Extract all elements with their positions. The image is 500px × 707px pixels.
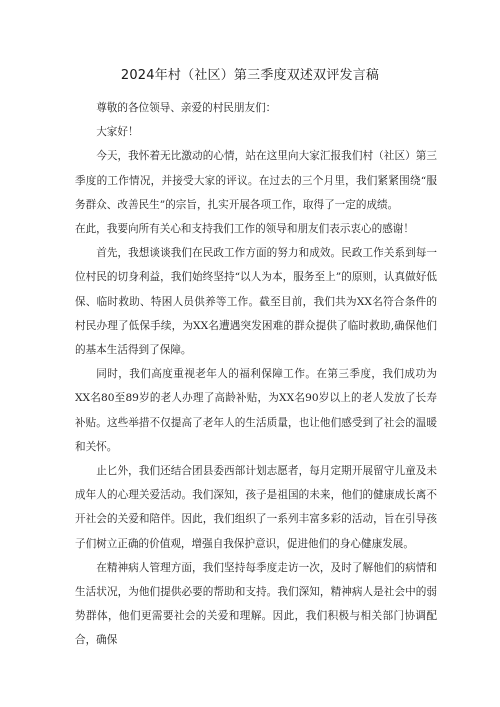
paragraph-mental-health: 在精神病人管理方面，我们坚持每季度走访一次，及时了解他们的病情和生活状况，为他们提供必要的帮助和支持。我们深知，精神病人是社会中的弱势群体，他们更需要社会的关爱和理解。因此，我们积极与相关部门协调配合，确保 — [75, 561, 437, 647]
paragraph-children-care: 止匕外，我们还结合团县委西部计划志愿者，每月定期开展留守儿童及未成年人的心理关爱活动。我们深知，孩子是祖国的未来，他们的健康成长离不开社会的关爱和陪伴。因此，我们组织了一系列丰富多彩的活动，旨在引导孩子们树立正确的价值观，增强自我保护意识，促进他们的身心健康发展。 — [75, 465, 437, 550]
document-body — [75, 96, 437, 653]
document-title: 2024年村（社区）第三季度双述双评发言稿 — [120, 68, 380, 83]
paragraph-elderly-welfare: 同时，我们高度重视老年人的福利保障工作。在第三季度，我们成功为XX名80至89岁的老人办理了高龄补贴，为XX名90岁以上的老人发放了长寿补贴。这些举措不仅提高了老年人的生活质量，也让他们感受到了社会的温暖和关怀。 — [75, 368, 437, 453]
paragraph-thanks: 在此，我要向所有关心和支持我们工作的领导和朋友们表示衷心的感谢！ — [75, 223, 414, 236]
paragraph-civil-affairs: 首先，我想谈谈我们在民政工作方面的努力和成效。民政工作关系到每一位村民的切身利益，我们始终坚持“以人为本，服务至上”的原则，认真做好低保、临时救助、特困人员供养等工作。截至目前，我们共为XX名符合条件的村民办理了低保手续，为XX名遭遇突发困难的群众提供了临时救助,确保他们的基本生活得到了保障。 — [75, 247, 437, 357]
paragraph-intro: 今天，我怀着无比激动的心情，站在这里向大家汇报我们村（社区）第三季度的工作情况，并接受大家的评议。在过去的三个月里，我们紧紧围绕“服务群众、改善民生”的宗旨，扎实开展各项工作，取得了一定的成绩。 — [75, 150, 437, 211]
greeting: 大家好！ — [96, 126, 139, 139]
salutation: 尊敬的各位领导、亲爱的村民朋友们： — [96, 102, 277, 114]
